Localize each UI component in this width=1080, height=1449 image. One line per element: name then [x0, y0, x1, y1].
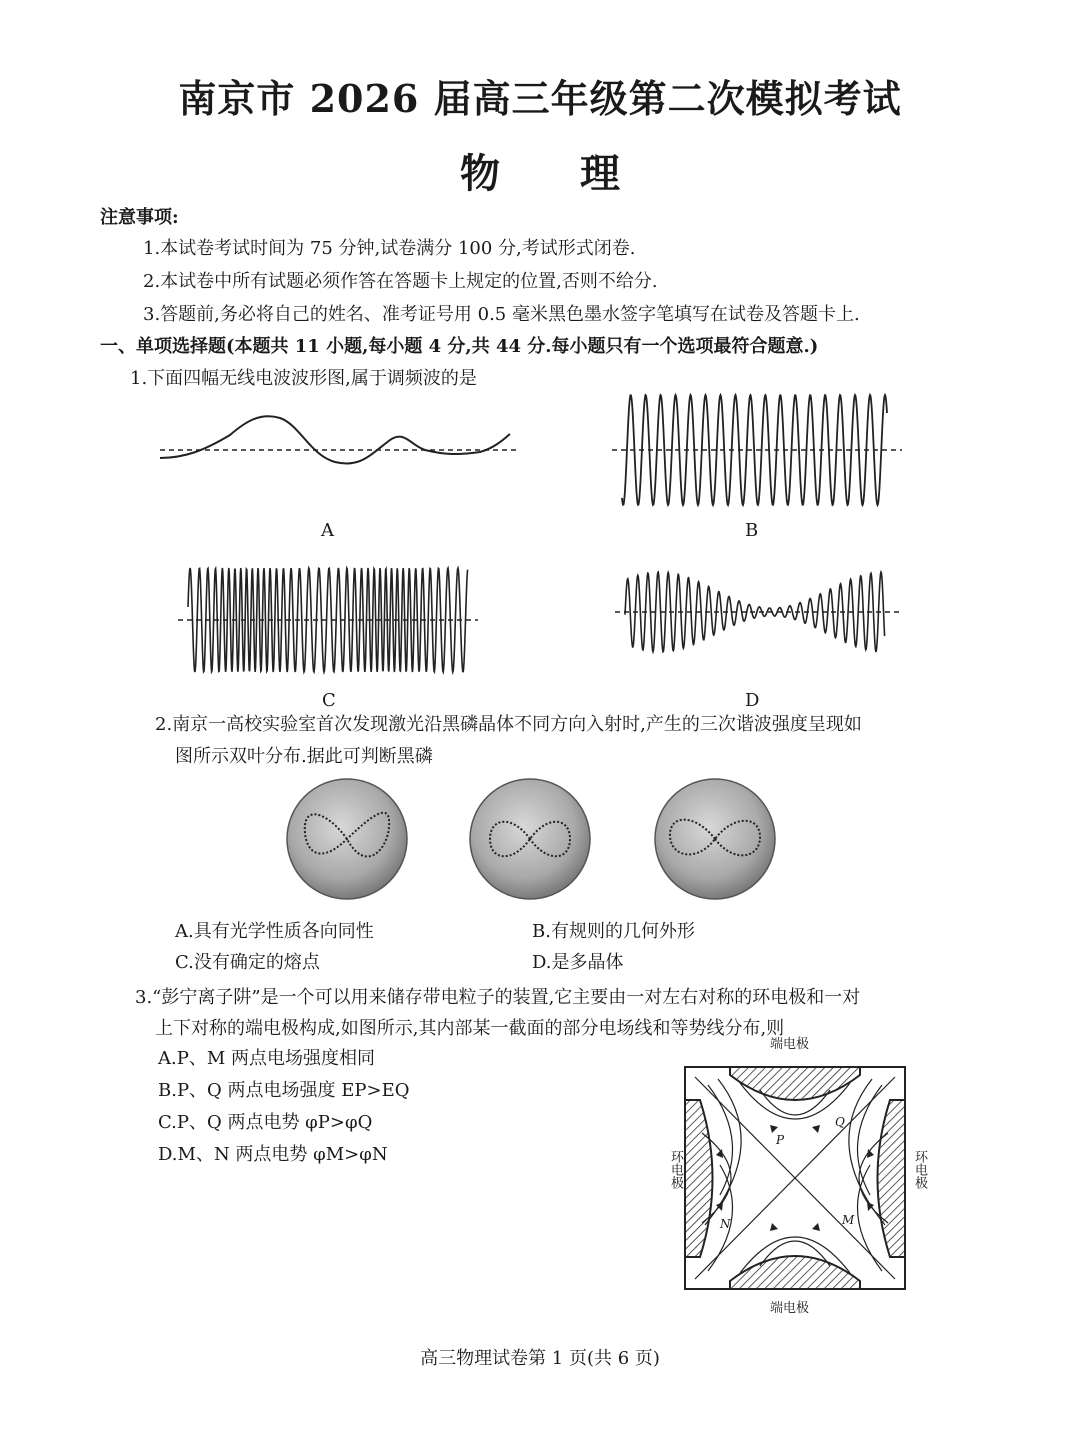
q1-stem: 1.下面四幅无线电波波形图,属于调频波的是	[130, 368, 477, 389]
pattern-disc-3	[655, 779, 775, 899]
waveform-d	[615, 555, 900, 670]
q3-option-a: A.P、M 两点电场强度相同	[158, 1048, 375, 1069]
q3-stem-line2: 上下对称的端电极构成,如图所示,其内部某一截面的部分电场线和等势线分布,则	[155, 1018, 785, 1039]
notice-item-1: 1.本试卷考试时间为 75 分钟,试卷满分 100 分,考试形式闭卷.	[143, 238, 636, 259]
q3-option-d: D.M、N 两点电势 φM>φN	[158, 1144, 388, 1165]
point-m-label: M	[842, 1213, 855, 1227]
point-p-label: P	[776, 1133, 785, 1147]
q2-option-b: B.有规则的几何外形	[532, 921, 695, 942]
waveform-d-label: D	[745, 690, 760, 711]
waveform-a	[160, 400, 530, 500]
waveform-c	[178, 555, 478, 685]
point-q-label: Q	[835, 1115, 845, 1129]
q2-option-d: D.是多晶体	[532, 952, 624, 973]
section-heading: 一、单项选择题(本题共 11 小题,每小题 4 分,共 44 分.每小题只有一个选项最符合题意.)	[100, 336, 819, 357]
notice-item-2: 2.本试卷中所有试题必须作答在答题卡上规定的位置,否则不给分.	[143, 271, 658, 292]
exam-title: 南京市 2026 届高三年级第二次模拟考试	[178, 76, 902, 121]
subject-title: 物理	[460, 150, 700, 197]
left-ring-electrode	[685, 1100, 713, 1257]
q2-option-a: A.具有光学性质各向同性	[175, 921, 374, 942]
left-electrode-label: 环电极	[668, 1150, 683, 1189]
page-footer: 高三物理试卷第 1 页(共 6 页)	[420, 1348, 660, 1369]
q3-option-c: C.P、Q 两点电势 φP>φQ	[158, 1112, 373, 1133]
q2-stem-line1: 2.南京一高校实验室首次发现激光沿黑磷晶体不同方向入射时,产生的三次谐波强度呈现如	[155, 714, 862, 735]
waveform-b	[612, 385, 902, 515]
q2-option-c: C.没有确定的熔点	[175, 952, 320, 973]
q3-stem-line1: 3.“彭宁离子阱”是一个可以用来储存带电粒子的装置,它主要由一对左右对称的环电极和一对	[135, 987, 861, 1008]
penning-trap-figure	[660, 1037, 930, 1316]
notice-heading: 注意事项:	[100, 207, 179, 228]
q3-option-b: B.P、Q 两点电场强度 EP>EQ	[158, 1080, 410, 1101]
notice-item-3: 3.答题前,务必将自己的姓名、准考证号用 0.5 毫米黑色墨水签字笔填写在试卷及答题卡上.	[143, 304, 860, 325]
point-n-label: N	[720, 1217, 731, 1231]
top-electrode-label: 端电极	[770, 1037, 810, 1052]
bottom-electrode-label: 端电极	[770, 1301, 810, 1316]
right-ring-electrode	[878, 1100, 906, 1257]
waveform-a-label: A	[321, 520, 334, 541]
q2-stem-line2: 图所示双叶分布.据此可判断黑磷	[175, 746, 433, 767]
harmonic-patterns-figure	[285, 775, 785, 905]
waveform-c-label: C	[322, 690, 336, 711]
pattern-disc-1	[287, 779, 407, 899]
pattern-disc-2	[470, 779, 590, 899]
right-electrode-label: 环电极	[912, 1150, 927, 1189]
waveform-b-label: B	[745, 520, 759, 541]
